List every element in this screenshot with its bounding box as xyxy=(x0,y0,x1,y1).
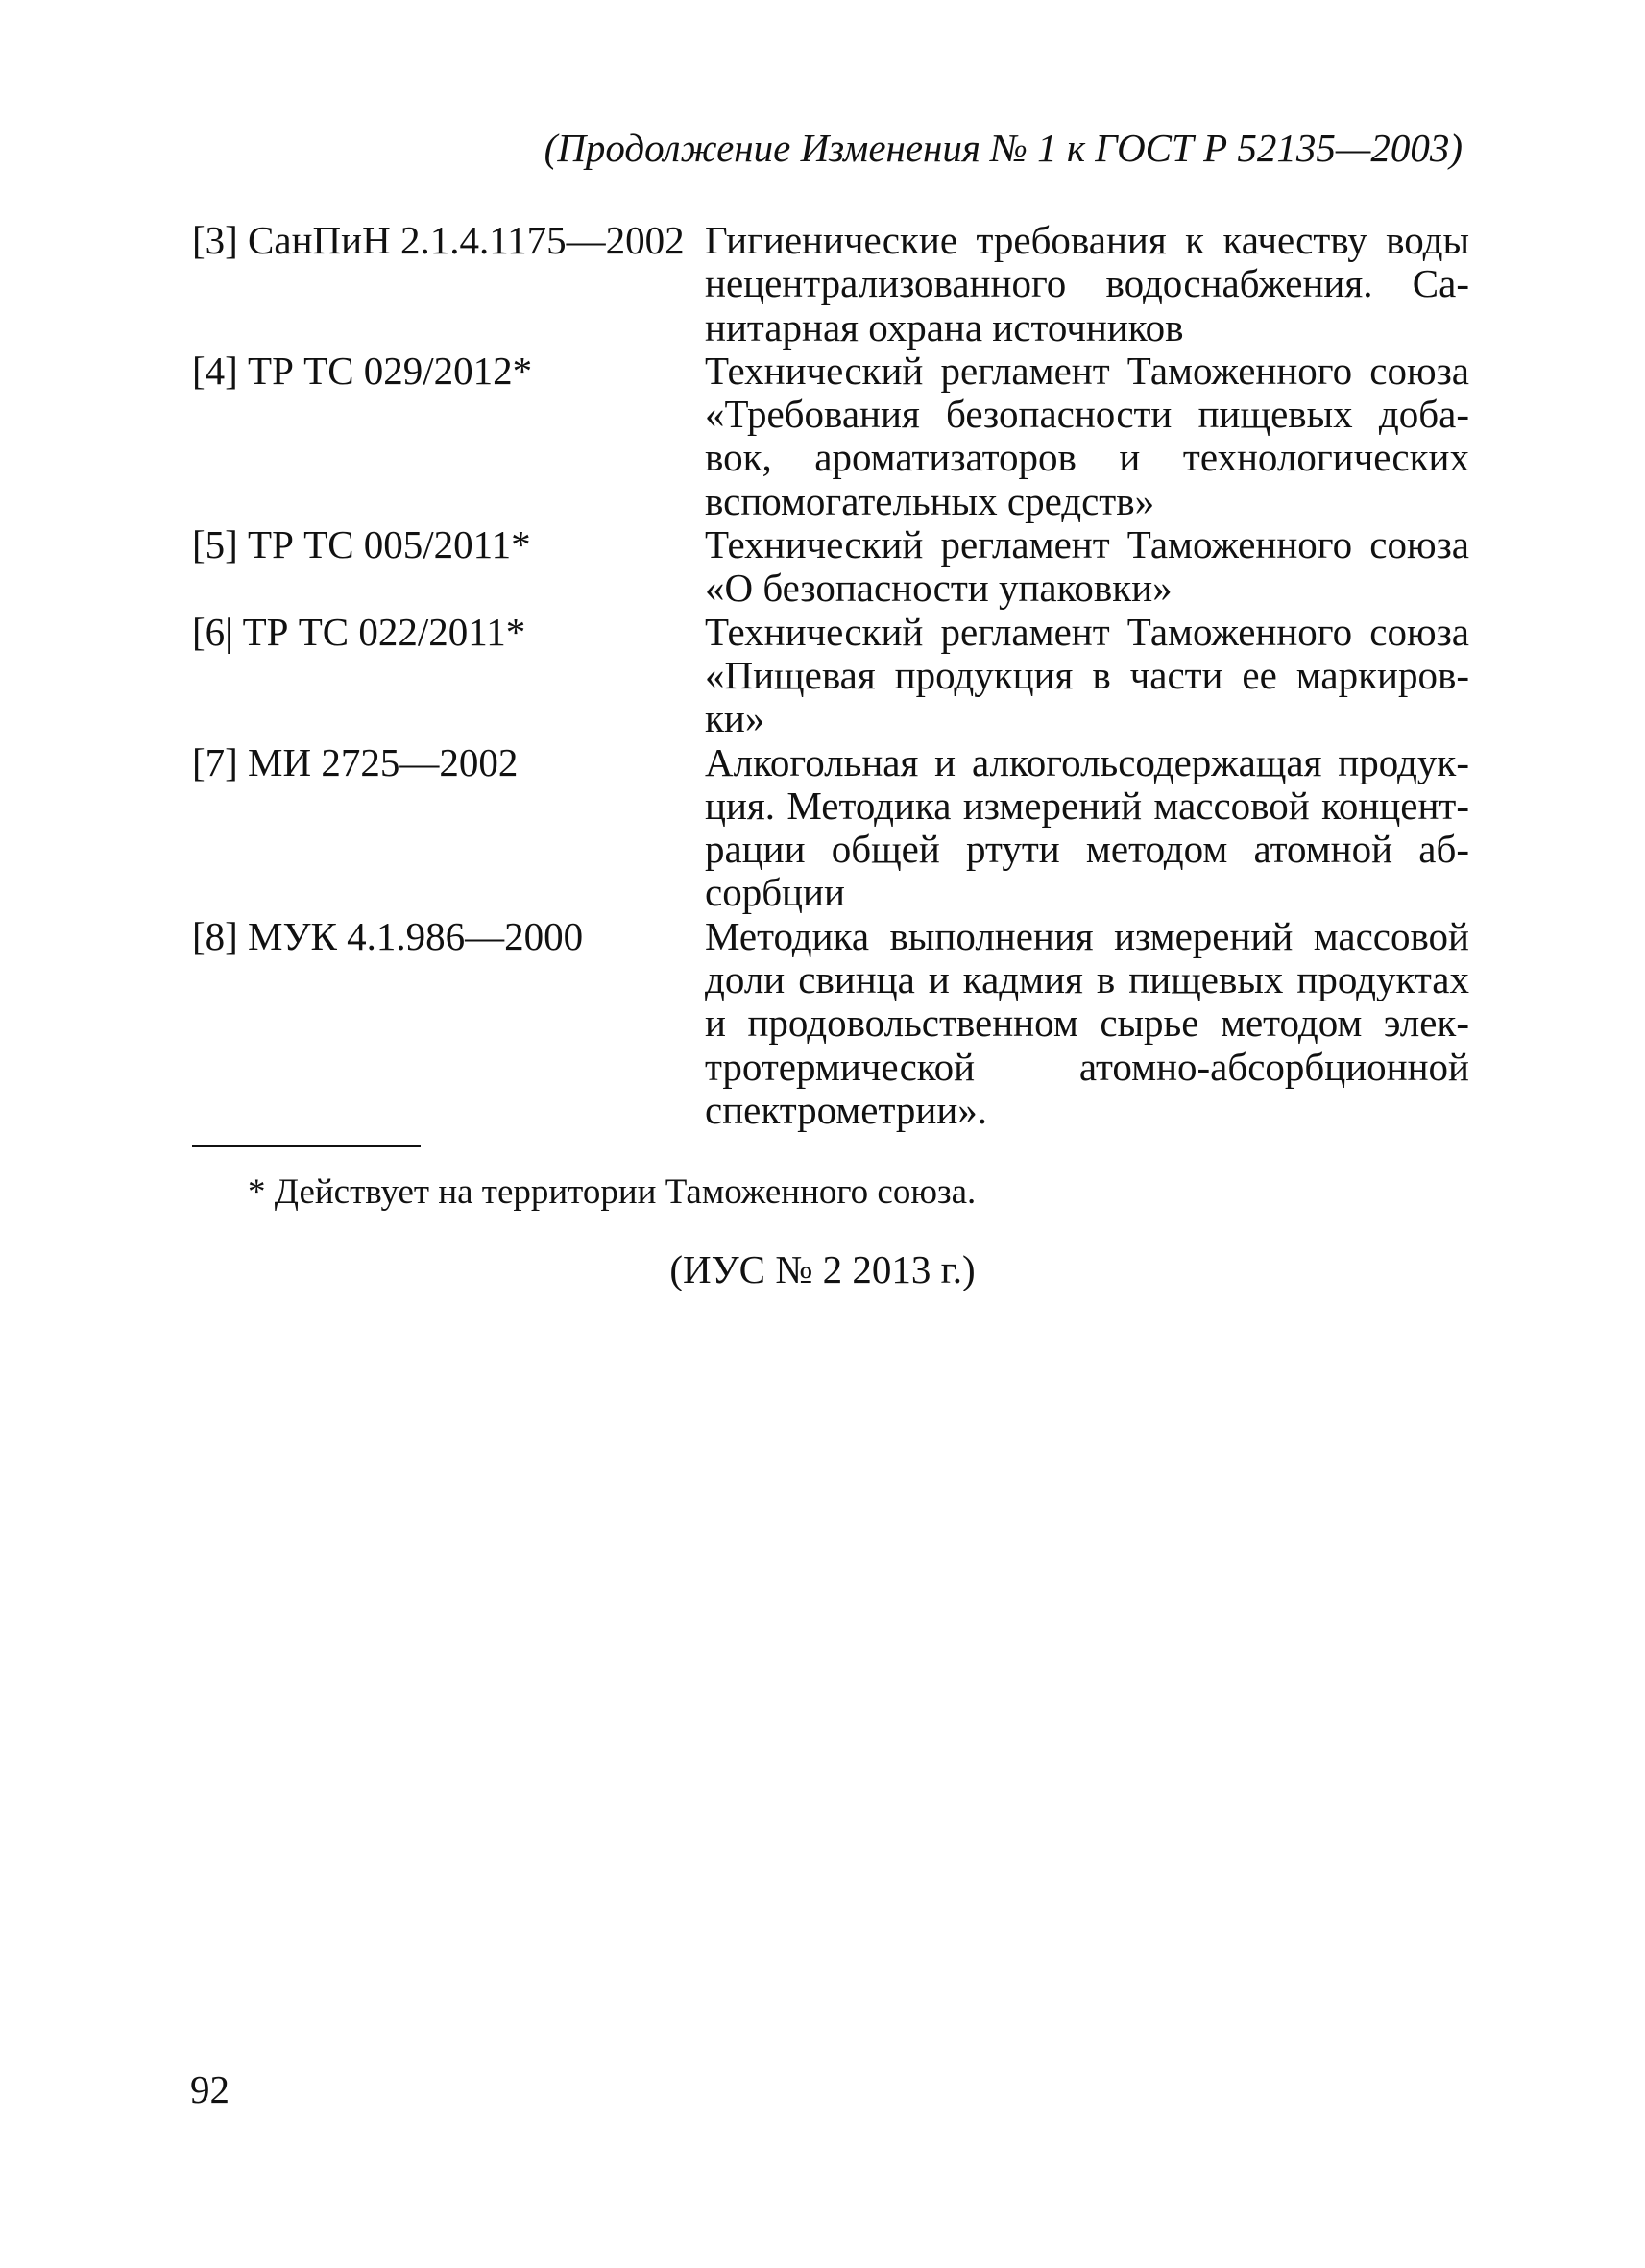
reference-list xyxy=(192,219,1469,1132)
reference-description: Гигиенические требования к качеству воды нецентрализованного водоснабжения. Санитарная охрана источников xyxy=(705,218,1469,350)
reference-code: [8] МУК 4.1.986—2000 xyxy=(192,913,584,958)
reference-code: [4] ТР ТС 029/2012* xyxy=(192,348,533,393)
reference-description: Технический регламент Таможенного союза «О безопасности упаковки» xyxy=(705,522,1469,611)
reference-description: Технический регламент Таможенного союза «Пищевая продукция в части ее маркировки» xyxy=(705,609,1469,741)
reference-item xyxy=(192,741,1469,915)
reference-item xyxy=(192,219,1469,350)
reference-item xyxy=(192,611,1469,741)
ius-reference: (ИУС № 2 2013 г.) xyxy=(669,1247,976,1291)
document-header: (Продолжение Изменения № 1 к ГОСТ Р 52135—2003) xyxy=(544,126,1463,170)
reference-code: [3] СанПиН 2.1.4.1175—2002 xyxy=(192,218,685,262)
reference-item xyxy=(192,523,1469,611)
footnote-divider xyxy=(192,1145,421,1147)
reference-item xyxy=(192,915,1469,1132)
reference-code: [5] ТР ТС 005/2011* xyxy=(192,522,531,567)
footnote: * Действует на территории Таможенного союза. xyxy=(248,1172,977,1212)
reference-description: Методика выполнения измерений массовой доли свинца и кадмия в пищевых продуктах и продовольственном сырье методом электротермической атомно-абсорбционной спектрометрии». xyxy=(705,913,1469,1132)
page-number: 92 xyxy=(190,2067,230,2111)
reference-description: Алкогольная и алкогольсодержащая продукция. Методика измерений массовой концентрации общей ртути методом атомной абсорбции xyxy=(705,739,1469,915)
reference-code: [7] МИ 2725—2002 xyxy=(192,739,519,784)
reference-description: Технический регламент Таможенного союза «Требования безопасности пищевых добавок, ароматизаторов и технологических вспомогательных средств» xyxy=(705,348,1469,523)
reference-code: [6| ТР ТС 022/2011* xyxy=(192,609,526,654)
reference-item xyxy=(192,350,1469,523)
